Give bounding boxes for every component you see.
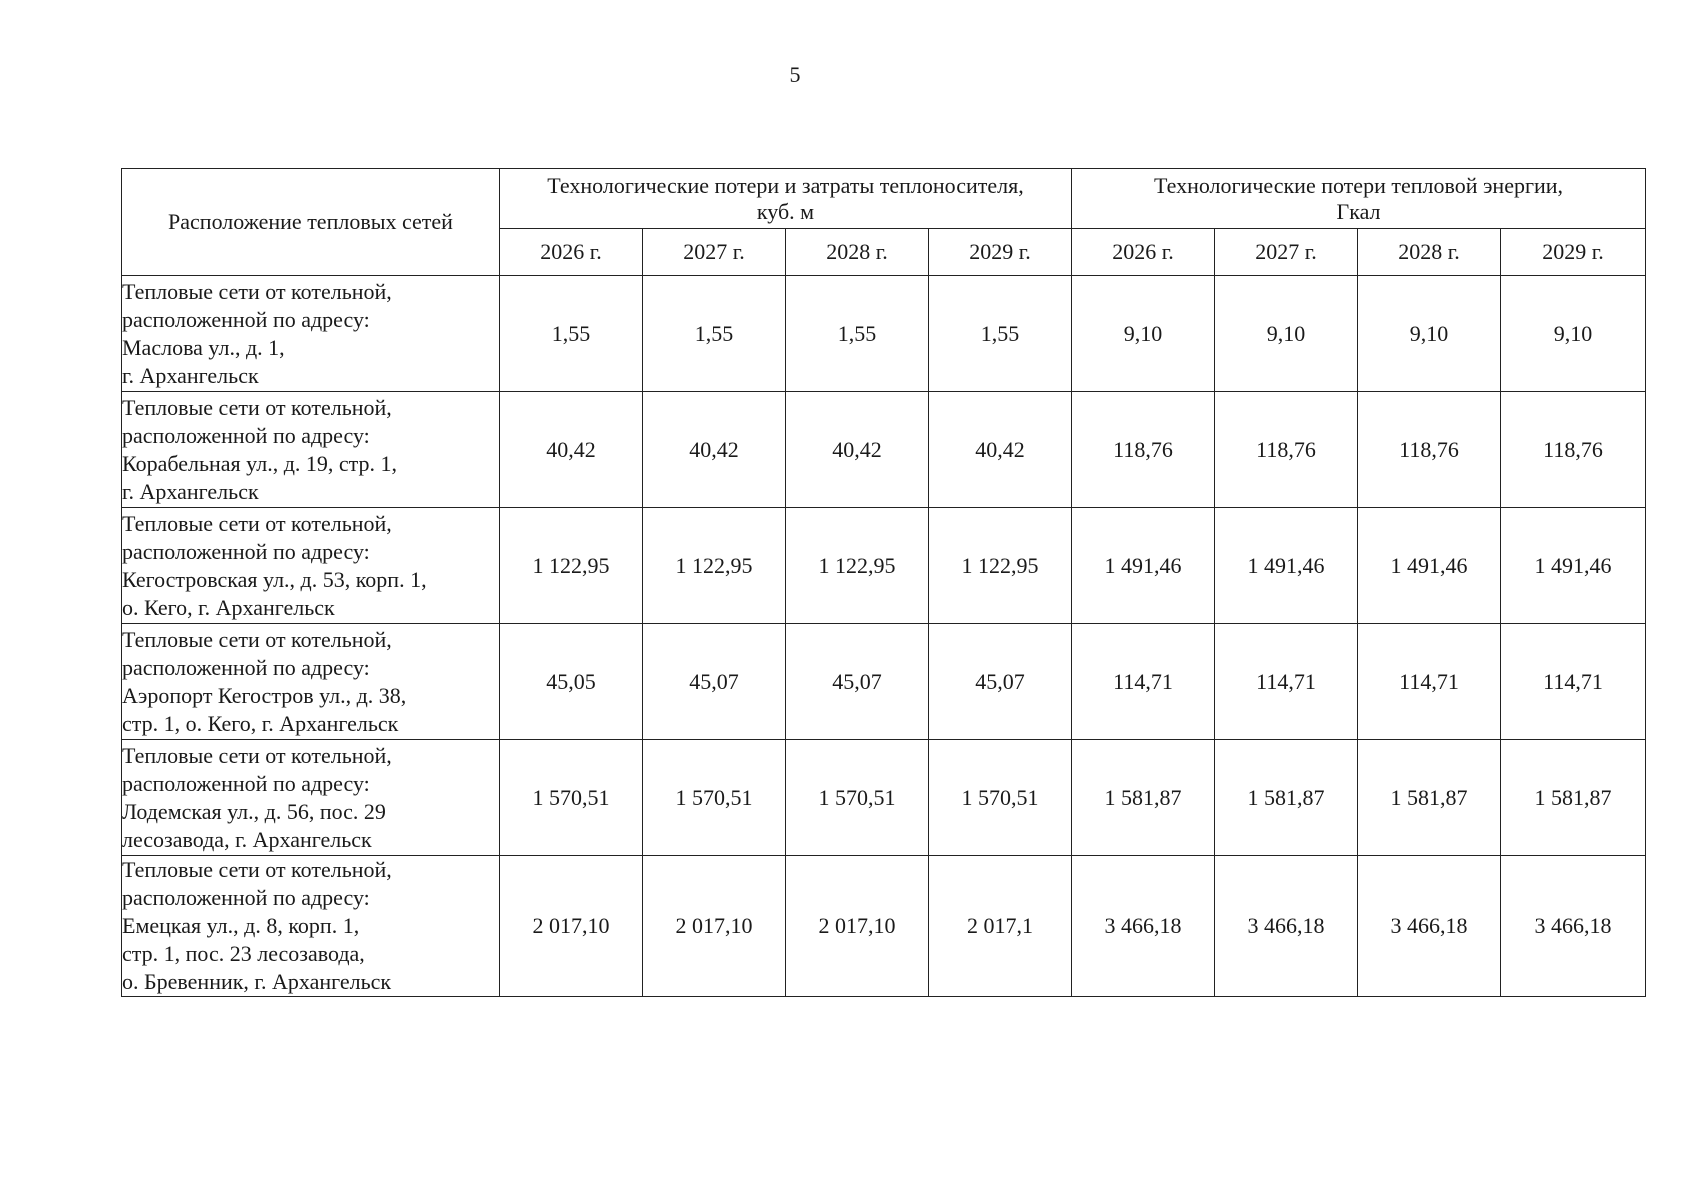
value-cell: 45,07	[643, 624, 786, 740]
value-cell: 1 570,51	[929, 740, 1072, 856]
table-row	[122, 740, 1646, 856]
value-cell: 1 122,95	[786, 508, 929, 624]
header-group-coolant	[500, 169, 1072, 229]
value-cell: 2 017,10	[786, 856, 929, 997]
value-cell: 114,71	[1215, 624, 1358, 740]
location-cell	[122, 276, 500, 392]
value-cell: 9,10	[1215, 276, 1358, 392]
value-cell: 1 570,51	[500, 740, 643, 856]
location-line: Емецкая ул., д. 8, корп. 1,	[122, 913, 360, 938]
location-line: г. Архангельск	[122, 478, 259, 504]
value-cell: 3 466,18	[1215, 856, 1358, 997]
value-cell: 114,71	[1501, 624, 1646, 740]
location-line: Тепловые сети от котельной,	[122, 742, 392, 768]
value-cell: 1 491,46	[1072, 508, 1215, 624]
header-location: Расположение тепловых сетей	[122, 169, 500, 276]
location-cell	[122, 508, 500, 624]
header-year: 2027 г.	[643, 229, 786, 276]
header-group-heat	[1072, 169, 1646, 229]
location-line: о. Кего, г. Архангельск	[122, 594, 335, 620]
value-cell: 114,71	[1072, 624, 1215, 740]
header-group-coolant-line1: Технологические потери и затраты теплоносителя,	[547, 172, 1024, 198]
location-line: Маслова ул., д. 1,	[122, 334, 285, 360]
value-cell: 1,55	[500, 276, 643, 392]
value-cell: 3 466,18	[1358, 856, 1501, 997]
value-cell: 3 466,18	[1072, 856, 1215, 997]
location-line: расположенной по адресу:	[122, 306, 370, 332]
location-line: стр. 1, о. Кего, г. Архангельск	[122, 710, 399, 736]
location-line: лесозавода, г. Архангельск	[122, 826, 372, 852]
value-cell: 2 017,10	[643, 856, 786, 997]
value-cell: 1 581,87	[1501, 740, 1646, 856]
location-line: Тепловые сети от котельной,	[122, 278, 392, 304]
value-cell: 45,05	[500, 624, 643, 740]
value-cell: 1 570,51	[643, 740, 786, 856]
value-cell: 1 581,87	[1215, 740, 1358, 856]
header-group-heat-line2: Гкал	[1336, 198, 1381, 224]
table-row	[122, 276, 1646, 392]
value-cell: 45,07	[929, 624, 1072, 740]
location-cell	[122, 392, 500, 508]
value-cell: 1,55	[929, 276, 1072, 392]
value-cell: 45,07	[786, 624, 929, 740]
value-cell: 1 581,87	[1358, 740, 1501, 856]
location-cell	[122, 856, 500, 997]
value-cell: 1,55	[786, 276, 929, 392]
header-year: 2029 г.	[929, 229, 1072, 276]
location-line: о. Бревенник, г. Архангельск	[122, 969, 392, 994]
value-cell: 2 017,1	[929, 856, 1072, 997]
table-row	[122, 508, 1646, 624]
value-cell: 1 491,46	[1215, 508, 1358, 624]
value-cell: 40,42	[500, 392, 643, 508]
value-cell: 1 122,95	[643, 508, 786, 624]
table-row	[122, 392, 1646, 508]
value-cell: 9,10	[1358, 276, 1501, 392]
location-line: расположенной по адресу:	[122, 885, 370, 910]
heat-losses-table	[121, 168, 1646, 997]
location-line: стр. 1, пос. 23 лесозавода,	[122, 941, 365, 966]
location-line: Тепловые сети от котельной,	[122, 510, 392, 536]
location-line: Тепловые сети от котельной,	[122, 857, 392, 882]
value-cell: 118,76	[1501, 392, 1646, 508]
value-cell: 114,71	[1358, 624, 1501, 740]
header-group-coolant-line2: куб. м	[756, 198, 815, 224]
table-row	[122, 624, 1646, 740]
page-number: 5	[789, 62, 801, 87]
value-cell: 40,42	[643, 392, 786, 508]
value-cell: 1 581,87	[1072, 740, 1215, 856]
value-cell: 9,10	[1072, 276, 1215, 392]
value-cell: 9,10	[1501, 276, 1646, 392]
location-line: г. Архангельск	[122, 362, 259, 388]
value-cell: 118,76	[1072, 392, 1215, 508]
value-cell: 40,42	[786, 392, 929, 508]
header-year: 2028 г.	[786, 229, 929, 276]
location-line: расположенной по адресу:	[122, 538, 370, 564]
header-year: 2026 г.	[500, 229, 643, 276]
table-row	[122, 856, 1646, 997]
location-cell	[122, 624, 500, 740]
location-line: Аэропорт Кегостров ул., д. 38,	[122, 682, 407, 708]
value-cell: 1,55	[643, 276, 786, 392]
value-cell: 118,76	[1215, 392, 1358, 508]
value-cell: 1 491,46	[1501, 508, 1646, 624]
value-cell: 1 122,95	[500, 508, 643, 624]
location-line: расположенной по адресу:	[122, 654, 370, 680]
header-year: 2029 г.	[1501, 229, 1646, 276]
value-cell: 1 570,51	[786, 740, 929, 856]
location-line: расположенной по адресу:	[122, 770, 370, 796]
value-cell: 2 017,10	[500, 856, 643, 997]
header-year: 2028 г.	[1358, 229, 1501, 276]
value-cell: 40,42	[929, 392, 1072, 508]
location-line: Тепловые сети от котельной,	[122, 394, 392, 420]
header-group-heat-line1: Технологические потери тепловой энергии,	[1154, 172, 1564, 198]
location-line: Кегостровская ул., д. 53, корп. 1,	[122, 566, 427, 592]
value-cell: 3 466,18	[1501, 856, 1646, 997]
header-year: 2026 г.	[1072, 229, 1215, 276]
location-line: расположенной по адресу:	[122, 422, 370, 448]
location-line: Тепловые сети от котельной,	[122, 626, 392, 652]
value-cell: 1 122,95	[929, 508, 1072, 624]
value-cell: 118,76	[1358, 392, 1501, 508]
location-line: Лодемская ул., д. 56, пос. 29	[122, 798, 386, 824]
value-cell: 1 491,46	[1358, 508, 1501, 624]
header-year: 2027 г.	[1215, 229, 1358, 276]
location-line: Корабельная ул., д. 19, стр. 1,	[122, 450, 398, 476]
location-cell	[122, 740, 500, 856]
